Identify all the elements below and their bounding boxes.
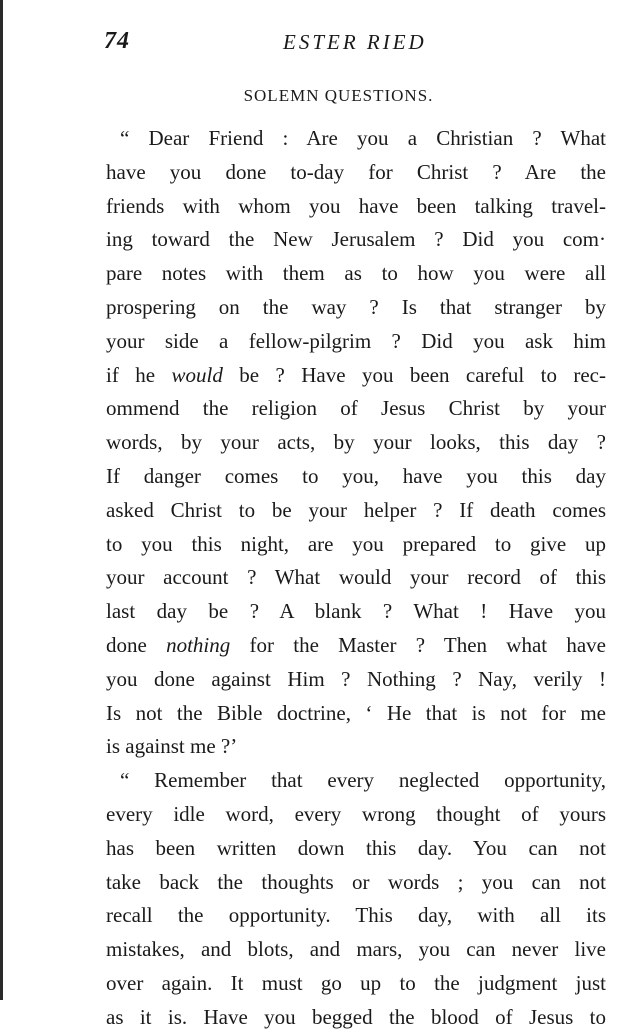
text-line <box>106 359 606 393</box>
text-line: last day be ? A blank ? What ! Have you <box>106 599 606 624</box>
chapter-title: SOLEMN QUESTIONS. <box>243 86 434 105</box>
text-run: if he <box>106 362 172 387</box>
text-run: be ? Have you been careful to rec- <box>222 362 606 387</box>
text-line: words, by your acts, by your looks, this day ? <box>106 430 606 455</box>
book-title: ESTER RIED <box>283 30 427 54</box>
italic-word: would <box>171 362 223 387</box>
text-line: Is not the Bible doctrine, ‘ He that is not for me <box>106 700 606 725</box>
text-line: If danger comes to you, have you this day <box>106 463 606 488</box>
text-line: is against me ?’ <box>106 734 238 759</box>
text-line: has been written down this day. You can not <box>106 835 606 860</box>
text-line: prospering on the way ? Is that stranger by <box>106 294 606 319</box>
text-line: your side a fellow-pilgrim ? Did you ask him <box>106 328 606 353</box>
text-line: take back the thoughts or words ; you can not <box>106 869 606 894</box>
text-line: over again. It must go up to the judgment just <box>106 970 606 995</box>
text-line: your account ? What would your record of this <box>106 565 606 590</box>
page-edge-shadow <box>0 0 3 1000</box>
text-line: recall the opportunity. This day, with all its <box>106 903 606 928</box>
text-line: friends with whom you have been talking travel- <box>106 193 606 218</box>
text-run: done <box>106 632 167 657</box>
text-line: pare notes with them as to how you were all <box>106 261 606 286</box>
text-line: every idle word, every wrong thought of yours <box>106 801 606 826</box>
italic-word: nothing <box>166 632 231 657</box>
page-number: 74 <box>104 28 130 54</box>
text-line: as it is. Have you begged the blood of Jesus to <box>106 1004 606 1029</box>
text-line: “ Remember that every neglected opportunity, <box>120 768 606 793</box>
text-line: “ Dear Friend : Are you a Christian ? What <box>120 126 606 150</box>
text-line: mistakes, and blots, and mars, you can never live <box>106 937 606 962</box>
text-line: have you done to-day for Christ ? Are the <box>106 159 606 184</box>
running-head <box>0 22 635 62</box>
text-line: asked Christ to be your helper ? If death comes <box>106 497 606 522</box>
text-line: ommend the religion of Jesus Christ by your <box>106 396 606 421</box>
body-text <box>106 122 606 1035</box>
text-line: you done against Him ? Nothing ? Nay, verily ! <box>106 666 606 691</box>
text-line: ing toward the New Jerusalem ? Did you com· <box>106 227 606 252</box>
text-run: for the Master ? Then what have <box>230 632 606 657</box>
text-line <box>106 629 606 663</box>
text-line: to you this night, are you prepared to give up <box>106 531 606 556</box>
